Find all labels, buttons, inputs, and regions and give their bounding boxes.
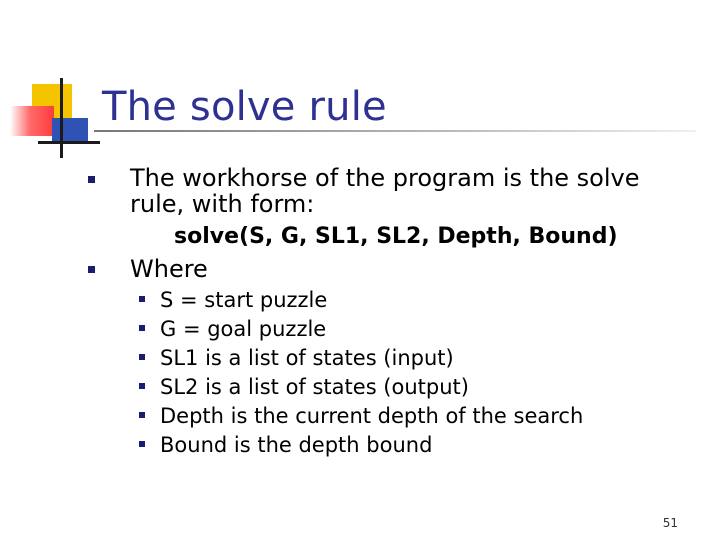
page-number: 51	[662, 516, 678, 530]
logo-red-square	[10, 106, 54, 136]
title-underline	[94, 130, 696, 132]
subbullet-square-icon	[139, 296, 145, 302]
subbullet-square-icon	[139, 354, 145, 360]
logo-horizontal-line	[38, 141, 100, 144]
subbullet-text: S = start puzzle	[160, 288, 328, 312]
slide-title: The solve rule	[102, 84, 387, 130]
slide-logo	[0, 0, 110, 170]
logo-blue-square	[52, 118, 88, 142]
subbullet-text: SL2 is a list of states (output)	[160, 375, 469, 399]
bullet-text-line: Where	[130, 255, 208, 283]
subbullet-text: G = goal puzzle	[160, 317, 327, 341]
logo-vertical-line	[60, 78, 63, 158]
subbullet-square-icon	[139, 441, 145, 447]
subbullet-square-icon	[139, 325, 145, 331]
subbullet-square-icon	[139, 412, 145, 418]
bullet-text-line: The workhorse of the program is the solve	[130, 164, 640, 192]
solve-signature: solve(S, G, SL1, SL2, Depth, Bound)	[174, 224, 618, 249]
subbullet-text: SL1 is a list of states (input)	[160, 346, 454, 370]
subbullet-square-icon	[139, 383, 145, 389]
bullet-square-icon	[88, 176, 95, 183]
subbullet-text: Depth is the current depth of the search	[160, 404, 584, 428]
bullet-square-icon	[88, 266, 95, 273]
subbullet-text: Bound is the depth bound	[160, 433, 433, 457]
bullet-text-line: rule, with form:	[130, 190, 315, 218]
